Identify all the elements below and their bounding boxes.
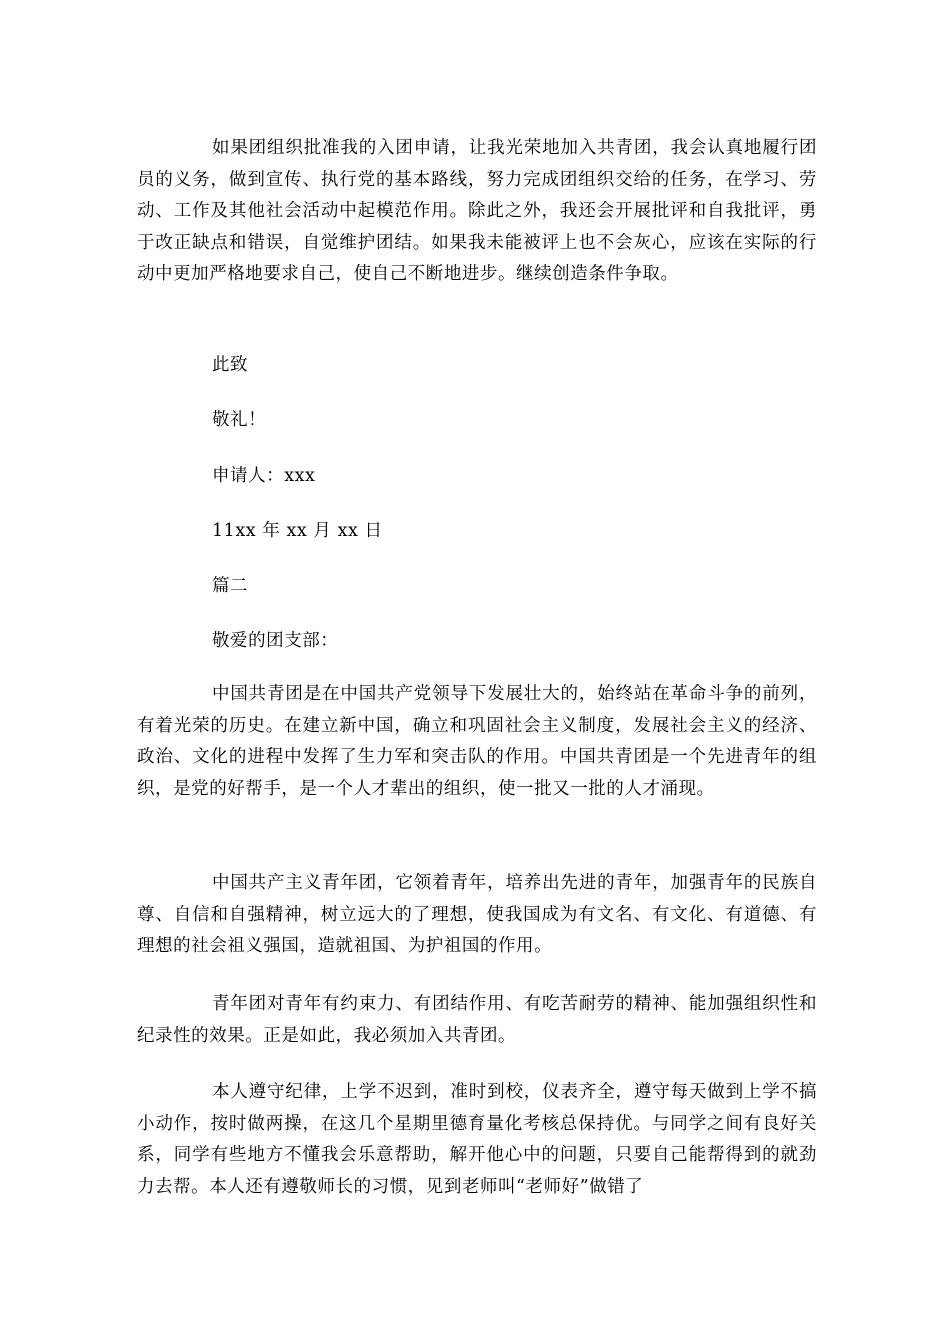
date-line: 11xx 年 xx 月 xx 日 xyxy=(212,521,383,541)
closing-line-2: 敬礼！ xyxy=(212,410,267,430)
section-label: 篇二 xyxy=(212,576,249,596)
applicant-line: 申请人：xxx xyxy=(212,466,316,486)
paragraph-personal-conduct: 本人遵守纪律，上学不迟到，准时到校，仪表齐全，遵守每天做到上学不搞小动作，按时做两操，在这几个星期里德育量化考核总保持优。与同学之间有良好关系，同学有些地方不懂我会乐意帮助，解开他心中的问题，只要自己能帮得到的就劲力去帮。本人还有遵敬师长的习惯，见到老师叫“老师好”做错了 xyxy=(137,1082,817,1197)
paragraph-commitment: 如果团组织批准我的入团申请，让我光荣地加入共青团，我会认真地履行团员的义务，做到宣传、执行党的基本路线，努力完成团组织交给的任务，在学习、劳动、工作及其他社会活动中起模范作用。除此之外，我还会开展批评和自我批评，勇于改正缺点和错误，自觉维护团结。如果我未能被评上也不会灰心，应该在实际的行动中更加严格地要求自己，使自己不断地进步。继续创造条件争取。 xyxy=(137,138,817,284)
paragraph-youth-league-effect: 青年团对青年有约束力、有团结作用、有吃苦耐劳的精神、能加强组织性和纪录性的效果。正是如此，我必须加入共青团。 xyxy=(137,994,817,1046)
closing-line-1: 此致 xyxy=(212,355,249,375)
salutation: 敬爱的团支部： xyxy=(212,631,339,651)
paragraph-youth-league-history: 中国共青团是在中国共产党领导下发展壮大的，始终站在革命斗争的前列，有着光荣的历史。在建立新中国，确立和巩固社会主义制度，发展社会主义的经济、政治、文化的进程中发挥了生力军和突击队的作用。中国共青团是一个先进青年的组织，是党的好帮手，是一个人才辈出的组织，使一批又一批的人才涌现。 xyxy=(137,684,817,799)
paragraph-youth-league-role: 中国共产主义青年团，它领着青年，培养出先进的青年，加强青年的民族自尊、自信和自强精神，树立远大的了理想，使我国成为有文名、有文化、有道德、有理想的社会祖义强国，造就祖国、为护祖国的作用。 xyxy=(137,873,817,956)
